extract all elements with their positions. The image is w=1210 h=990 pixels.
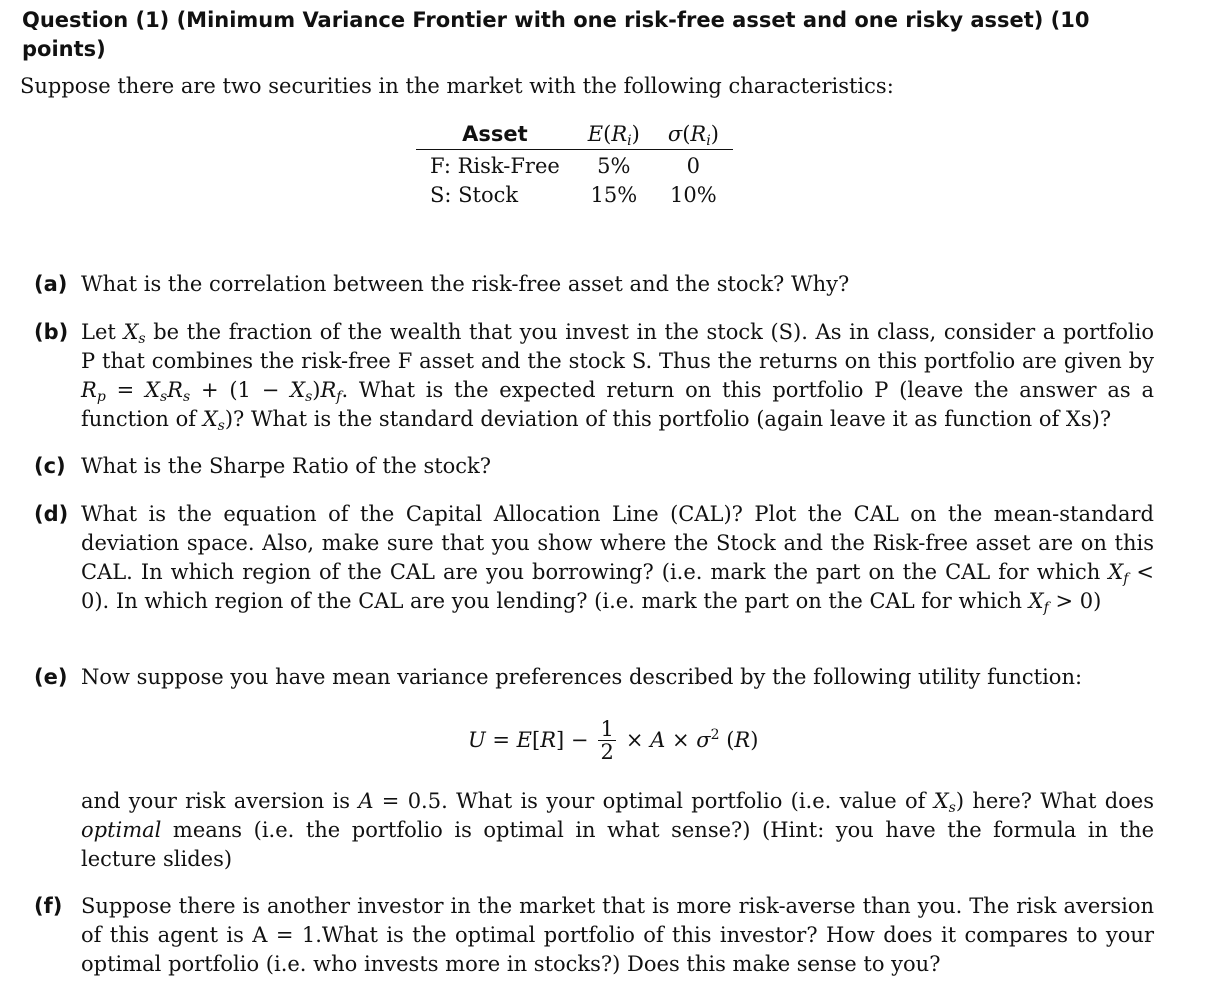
securities-table [416, 120, 733, 210]
part-text: Suppose there is another investor in the market that is more risk-averse than you. The risk aversion of this agent is A = 1.What is the optimal portfolio of this investor? How does it compares to your optimal portfolio (i.e. who invests more in stocks?) Does this make sense to you? [81, 894, 1154, 976]
table-row [416, 150, 733, 182]
expected-return: 5% [597, 154, 631, 178]
part-text: What is the correlation between the risk-free asset and the stock? Why? [81, 272, 850, 296]
part-f [34, 892, 1154, 979]
question-title: Question (1) (Minimum Variance Frontier with one risk-free asset and one risky asset) (10 points) [22, 8, 1090, 61]
table-row [416, 181, 733, 210]
part-text: What is the equation of the Capital Allocation Line (CAL)? Plot the CAL on the mean-standard deviation space. Also, make sure that you show where the Stock and the Risk-free asset are on this CAL. In which region of the CAL are you borrowing? (i.e. mark the part on the CAL for which $X_f < 0$). In which region of the CAL are you lending? (i.e. mark the part on the CAL for which $X_f > 0$) [81, 502, 1154, 616]
header-expected-return: $E(R_i)$ [574, 120, 654, 150]
part-label: (b) [34, 320, 69, 344]
part-label: (e) [34, 665, 68, 689]
expected-return: 15% [590, 183, 638, 207]
part-e-continuation: and your risk aversion is A = 0.5. What is your optimal portfolio (i.e. value of $X_s$) here? What does optimal means (i.e. the portfolio is optimal in what sense?) (Hint: you have the formula in the lecture slides) [81, 789, 1154, 871]
part-d [34, 500, 1154, 616]
part-text: Let $X_s$ be the fraction of the wealth that you invest in the stock (S). As in class, consider a portfolio P that combines the risk-free F asset and the stock S. Thus the returns on this portfolio are given by $R_p = X_sR_s + (1 - X_s)R_f$. What is the expected return on this portfolio P (leave the answer as a function of $X_s$)? What is the standard deviation of this portfolio (again leave it as function of Xs)? [81, 320, 1154, 434]
utility-equation: U = E[R] − $\frac{1}{2}$ × $A \times \sigma^2$ (R) [468, 716, 759, 764]
part-c [34, 452, 1154, 481]
header-std-dev: $\sigma(R_i)$ [654, 120, 733, 150]
std-dev: 0 [686, 154, 701, 178]
part-text: What is the Sharpe Ratio of the stock? [81, 454, 492, 478]
part-label: (a) [34, 272, 68, 296]
part-a [34, 270, 1154, 299]
part-text: Now suppose you have mean variance preferences described by the following utility function: [81, 665, 1083, 689]
part-label: (d) [34, 502, 69, 526]
asset-name: F: Risk-Free [430, 154, 560, 178]
question-intro: Suppose there are two securities in the market with the following characteristics: [20, 74, 894, 98]
header-asset: Asset [416, 120, 574, 150]
part-e [34, 663, 1154, 692]
part-label: (c) [34, 454, 66, 478]
asset-name: S: Stock [430, 183, 519, 207]
part-b [34, 318, 1154, 434]
part-label: (f) [34, 894, 63, 918]
std-dev: 10% [670, 183, 717, 207]
